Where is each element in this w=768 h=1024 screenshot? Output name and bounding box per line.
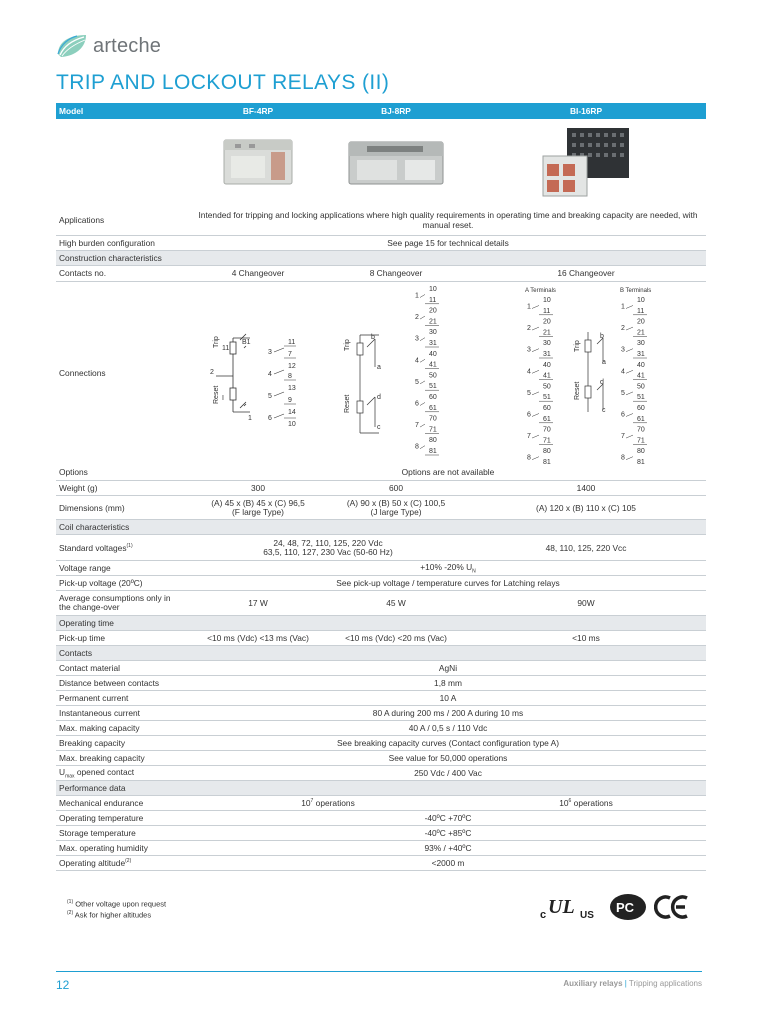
- terminal-number: 50: [543, 382, 551, 390]
- row-humidity: [56, 841, 706, 856]
- row-umax: [56, 766, 706, 781]
- brand-logo: [55, 31, 161, 61]
- header-bi: BI-16RP: [466, 103, 706, 119]
- value-distance: 1,8 mm: [190, 676, 706, 691]
- footer-section: Auxiliary relays | Tripping applications: [563, 979, 702, 988]
- section-label-contacts: Contacts: [56, 646, 706, 661]
- section-label-operating-time: Operating time: [56, 616, 706, 631]
- contact-group-number: 5: [621, 389, 625, 397]
- label-dimensions: Dimensions (mm): [56, 496, 190, 520]
- contact-switch-line: [626, 435, 633, 438]
- spec-table: [56, 103, 706, 871]
- terminal-number: 71: [429, 426, 437, 434]
- reset-label: Reset: [213, 385, 220, 404]
- bfbj-std-voltages: 24, 48, 72, 110, 125, 220 Vdc 63,5, 110, 127, 230 Vac (50-60 Hz): [190, 535, 466, 561]
- terminal-number: 41: [429, 361, 437, 369]
- label-breaking: Breaking capacity: [56, 736, 190, 751]
- row-voltage-range: [56, 561, 706, 576]
- b-terminals-label: B Terminals: [620, 287, 652, 294]
- section-contacts: [56, 646, 706, 661]
- value-umax: 250 Vdc / 400 Vac: [190, 766, 706, 781]
- row-std-voltages: [56, 535, 706, 561]
- contact-group-number: 8: [527, 454, 531, 462]
- label-making: Max. making capacity: [56, 721, 190, 736]
- terminal-number: 40: [637, 361, 645, 369]
- reset-label: Reset: [344, 394, 351, 413]
- bf-pin-1: 1: [248, 415, 252, 422]
- row-instantaneous: [56, 706, 706, 721]
- value-making: 40 A / 0,5 s / 110 Vdc: [190, 721, 706, 736]
- footnote-2: $^{(2)}$ Ask for higher altitudes: [67, 909, 152, 919]
- bi-trip-label: Trip: [574, 339, 581, 352]
- contact-group-number: 3: [621, 346, 625, 354]
- value-voltage-range: +10% -20% $U_N$: [190, 561, 706, 576]
- bi-reset-label: Reset: [574, 381, 581, 400]
- svg-text:c: c: [540, 909, 547, 921]
- row-material: [56, 661, 706, 676]
- row-consumption: [56, 591, 706, 616]
- bf-pickup-time: <10 ms (Vdc) <13 ms (Vac): [190, 631, 326, 646]
- contact-group-number: 1: [621, 302, 625, 310]
- terminal-number: 60: [543, 404, 551, 412]
- row-making: [56, 721, 706, 736]
- bj-weight: 600: [326, 481, 466, 496]
- terminal-number: 40: [543, 361, 551, 369]
- label-voltage-range: Voltage range: [56, 561, 190, 576]
- row-altitude: [56, 856, 706, 871]
- value-max-breaking: See value for 50,000 operations: [190, 751, 706, 766]
- label-contacts-no: Contacts no.: [56, 265, 190, 281]
- contact-switch-line: [626, 370, 633, 373]
- value-instantaneous: 80 A during 200 ms / 200 A during 10 ms: [190, 706, 706, 721]
- terminal-number: 30: [543, 339, 551, 347]
- footnote-1: $^{(1)}$ Other voltage upon request: [67, 899, 167, 909]
- row-options: [56, 465, 706, 481]
- gost-pct-icon: [608, 893, 648, 921]
- row-high-burden: [56, 235, 706, 250]
- contact-switch-line: [626, 327, 633, 330]
- svg-text:UL: UL: [548, 896, 575, 918]
- bi-dimensions: (A) 120 x (B) 110 x (C) 105: [466, 496, 706, 520]
- svg-text:13: 13: [288, 385, 296, 392]
- header-model: Model: [56, 103, 190, 119]
- terminal-number: 41: [543, 372, 551, 380]
- bi-std-voltages: 48, 110, 125, 220 Vcc: [466, 535, 706, 561]
- contact-group-number: 4: [415, 357, 419, 365]
- terminal-number: 81: [637, 458, 645, 465]
- contact-switch-line: [626, 305, 633, 308]
- section-label-coil: Coil characteristics: [56, 520, 706, 535]
- terminal-number: 10: [637, 296, 645, 304]
- label-options: Options: [56, 465, 190, 481]
- label-high-burden: High burden configuration: [56, 235, 190, 250]
- svg-text:c: c: [602, 406, 606, 414]
- certification-marks: [540, 893, 690, 921]
- contact-switch-line: [532, 391, 539, 394]
- section-coil: [56, 520, 706, 535]
- contact-switch-line: [420, 316, 425, 319]
- bi-a-contact-list: [527, 297, 553, 465]
- svg-text:b: b: [371, 334, 375, 341]
- terminal-number: 31: [429, 340, 437, 347]
- terminal-number: 20: [637, 318, 645, 326]
- value-altitude: <2000 m: [190, 856, 706, 871]
- row-max-breaking: [56, 751, 706, 766]
- svg-text:US: US: [580, 910, 594, 921]
- section-construction: [56, 250, 706, 265]
- contact-group-number: 7: [621, 432, 625, 440]
- value-permanent: 10 A: [190, 691, 706, 706]
- svg-text:7: 7: [288, 351, 292, 358]
- row-mechanical: [56, 796, 706, 811]
- row-contacts-no: [56, 265, 706, 281]
- terminal-number: 60: [429, 394, 437, 401]
- row-connections: [56, 281, 706, 465]
- bj-pickup-time: <10 ms (Vdc) <20 ms (Vac): [326, 631, 466, 646]
- terminal-number: 31: [543, 350, 551, 358]
- contact-switch-line: [420, 381, 425, 384]
- product-image-row: [56, 119, 706, 205]
- bf-contacts-no: 4 Changeover: [190, 265, 326, 281]
- label-altitude: Operating altitude$^{(2)}$: [56, 856, 190, 871]
- row-weight: [56, 481, 706, 496]
- label-distance: Distance between contacts: [56, 676, 190, 691]
- value-humidity: 93% / +40ºC: [190, 841, 706, 856]
- contact-group-number: 3: [415, 335, 419, 343]
- contact-switch-line: [532, 435, 539, 438]
- bj-dimensions: (A) 90 x (B) 50 x (C) 100,5 (J large Type): [326, 496, 466, 520]
- bf-contact-group-6: [268, 414, 296, 428]
- label-op-temp: Operating temperature: [56, 811, 190, 826]
- svg-text:5: 5: [268, 393, 272, 400]
- row-dimensions: [56, 496, 706, 520]
- terminal-number: 61: [543, 415, 551, 423]
- terminal-number: 10: [543, 296, 551, 304]
- bi-pickup-time: <10 ms: [466, 631, 706, 646]
- bf-weight: 300: [190, 481, 326, 496]
- label-humidity: Max. operating humidity: [56, 841, 190, 856]
- terminal-number: 51: [543, 393, 551, 401]
- bj-contact-list: [415, 286, 439, 455]
- contact-switch-line: [532, 348, 539, 351]
- contact-switch-line: [626, 456, 633, 459]
- svg-text:9: 9: [288, 397, 292, 404]
- terminal-number: 71: [543, 436, 551, 444]
- contact-switch-line: [626, 391, 633, 394]
- section-operating-time: [56, 616, 706, 631]
- bi-b-contact-list: [621, 297, 647, 465]
- trip-label: Trip: [344, 339, 351, 351]
- label-weight: Weight (g): [56, 481, 190, 496]
- contact-switch-line: [532, 305, 539, 308]
- bj-consumption: 45 W: [326, 591, 466, 616]
- bfbj-mechanical: $10^7$ operations: [190, 796, 466, 811]
- terminal-number: 40: [429, 350, 437, 358]
- contact-switch-line: [532, 413, 539, 416]
- value-op-temp: -40ºC +70ºC: [190, 811, 706, 826]
- contact-group-number: 6: [415, 400, 419, 408]
- bi-product-image: [466, 119, 706, 205]
- terminal-number: 21: [429, 318, 437, 326]
- bf-b1-label: B1: [242, 339, 251, 346]
- bf-contact-group-3: [268, 339, 296, 370]
- contact-group-number: 7: [415, 422, 419, 430]
- label-std-voltages: Standard voltages$^{(1)}$: [56, 535, 190, 561]
- bj-product-image: [326, 119, 466, 205]
- svg-text:a: a: [377, 364, 381, 371]
- bj-contacts-no: 8 Changeover: [326, 265, 466, 281]
- terminal-number: 30: [637, 339, 645, 347]
- value-material: AgNi: [190, 661, 706, 676]
- terminal-number: 51: [637, 393, 645, 401]
- terminal-number: 20: [543, 318, 551, 326]
- svg-text:8: 8: [288, 373, 292, 380]
- contact-group-number: 5: [415, 378, 419, 386]
- label-umax: $U_{max}$ opened contact: [56, 766, 190, 781]
- svg-text:d: d: [600, 378, 604, 386]
- terminal-number: 60: [637, 404, 645, 412]
- contact-switch-line: [626, 348, 633, 351]
- contact-group-number: 2: [415, 314, 419, 322]
- terminal-number: 70: [637, 426, 645, 434]
- terminal-number: 21: [543, 328, 551, 336]
- terminal-number: 20: [429, 307, 437, 315]
- bi-consumption: 90W: [466, 591, 706, 616]
- contact-group-number: 2: [527, 324, 531, 332]
- terminal-number: 70: [429, 415, 437, 423]
- bj-connection-diagram: [326, 281, 466, 465]
- contact-switch-line: [420, 402, 425, 405]
- svg-text:14: 14: [288, 409, 296, 416]
- ce-icon: [654, 893, 690, 921]
- terminal-number: 80: [429, 437, 437, 445]
- label-connections: Connections: [59, 368, 106, 378]
- contact-group-number: 7: [527, 432, 531, 440]
- bf-dimensions: (A) 45 x (B) 45 x (C) 96,5 (F large Type): [190, 496, 326, 520]
- bi-weight: 1400: [466, 481, 706, 496]
- svg-text:c: c: [377, 424, 381, 431]
- row-pickup-voltage: [56, 576, 706, 591]
- terminal-number: 50: [429, 372, 437, 380]
- bi-connection-diagram: [466, 281, 706, 465]
- value-high-burden: See page 15 for technical details: [190, 235, 706, 250]
- row-permanent: [56, 691, 706, 706]
- contact-switch-line: [420, 446, 425, 449]
- row-breaking: [56, 736, 706, 751]
- contact-switch-line: [420, 294, 425, 297]
- svg-text:b: b: [600, 332, 604, 340]
- svg-text:PC: PC: [616, 900, 635, 915]
- label-pickup-voltage: Pick-up voltage (20ºC): [56, 576, 190, 591]
- contact-group-number: 4: [621, 367, 625, 375]
- terminal-number: 41: [637, 372, 645, 380]
- footer-divider: [56, 971, 702, 972]
- bf-contact-group-4: [268, 370, 296, 392]
- contact-group-number: 5: [527, 389, 531, 397]
- svg-text:11: 11: [288, 339, 296, 346]
- terminal-number: 30: [429, 329, 437, 337]
- contact-group-number: 4: [527, 367, 531, 375]
- footnotes: [67, 898, 166, 919]
- row-op-temp: [56, 811, 706, 826]
- terminal-number: 21: [637, 328, 645, 336]
- contact-group-number: 6: [527, 410, 531, 418]
- terminal-number: 81: [429, 448, 437, 455]
- terminal-number: 50: [637, 382, 645, 390]
- terminal-number: 61: [637, 415, 645, 423]
- contact-group-number: 2: [621, 324, 625, 332]
- svg-text:a: a: [602, 358, 606, 366]
- row-distance: [56, 676, 706, 691]
- svg-text:12: 12: [288, 363, 296, 370]
- contact-switch-line: [626, 413, 633, 416]
- value-breaking: See breaking capacity curves (Contact configuration type A): [190, 736, 706, 751]
- label-pickup-time: Pick-up time: [56, 631, 190, 646]
- contact-group-number: 8: [415, 443, 419, 451]
- page-title: TRIP AND LOCKOUT RELAYS (II): [56, 71, 390, 94]
- section-label-construction: Construction characteristics: [56, 250, 706, 265]
- value-options: Options are not available: [190, 465, 706, 481]
- bf-connection-diagram: [190, 281, 326, 465]
- svg-text:3: 3: [268, 349, 272, 356]
- contact-switch-line: [420, 424, 425, 427]
- label-storage-temp: Storage temperature: [56, 826, 190, 841]
- label-consumption: Average consumptions only in the change-over: [56, 591, 190, 616]
- label-material: Contact material: [56, 661, 190, 676]
- section-label-performance: Performance data: [56, 781, 706, 796]
- terminal-number: 11: [543, 307, 551, 315]
- row-storage-temp: [56, 826, 706, 841]
- row-pickup-time: [56, 631, 706, 646]
- bi-contacts-no: 16 Changeover: [466, 265, 706, 281]
- terminal-number: 61: [429, 404, 437, 412]
- contact-group-number: 6: [621, 410, 625, 418]
- bf-product-image: [190, 119, 326, 205]
- terminal-number: 81: [543, 458, 551, 465]
- contact-switch-line: [532, 370, 539, 373]
- page-number: 12: [56, 978, 70, 992]
- label-max-breaking: Max. breaking capacity: [56, 751, 190, 766]
- bf-coil-bot-label: I: [222, 395, 224, 402]
- table-header-row: [56, 103, 706, 119]
- terminal-number: 80: [543, 447, 551, 455]
- svg-text:6: 6: [268, 415, 272, 422]
- header-bf: BF-4RP: [190, 103, 326, 119]
- label-mechanical: Mechanical endurance: [56, 796, 190, 811]
- terminal-number: 70: [543, 426, 551, 434]
- contact-switch-line: [420, 359, 425, 362]
- value-applications: Intended for tripping and locking applications where high quality requirements in operating time and breaking capacity are needed, with manual reset.: [190, 205, 706, 235]
- bf-consumption: 17 W: [190, 591, 326, 616]
- header-bj: BJ-8RP: [326, 103, 466, 119]
- contact-switch-line: [420, 338, 425, 341]
- terminal-number: 31: [637, 350, 645, 358]
- a-terminals-label: A Terminals: [525, 287, 556, 294]
- contact-group-number: 1: [415, 292, 419, 300]
- contact-group-number: 8: [621, 454, 625, 462]
- bf-contact-group-5: [268, 392, 296, 416]
- terminal-number: 11: [429, 296, 437, 304]
- bi-mechanical: $10^6$ operations: [466, 796, 706, 811]
- terminal-number: 11: [637, 307, 645, 315]
- brand-name: arteche: [93, 34, 162, 57]
- bf-coil-top-label: 11: [222, 345, 230, 352]
- section-performance: [56, 781, 706, 796]
- trip-label: Trip: [213, 336, 220, 348]
- row-applications: [56, 205, 706, 235]
- contact-group-number: 1: [527, 302, 531, 310]
- contact-group-number: 3: [527, 346, 531, 354]
- contact-switch-line: [532, 456, 539, 459]
- terminal-number: 80: [637, 447, 645, 455]
- value-storage-temp: -40ºC +85ºC: [190, 826, 706, 841]
- arteche-leaf-icon: [55, 32, 89, 60]
- terminal-number: 10: [429, 286, 437, 293]
- bf-pin-2: 2: [210, 369, 214, 376]
- svg-text:d: d: [377, 394, 381, 401]
- svg-text:4: 4: [268, 371, 272, 378]
- label-instantaneous: Instantaneous current: [56, 706, 190, 721]
- svg-text:10: 10: [288, 421, 296, 428]
- label-permanent: Permanent current: [56, 691, 190, 706]
- value-pickup-voltage: See pick-up voltage / temperature curves for Latching relays: [190, 576, 706, 591]
- terminal-number: 51: [429, 383, 437, 391]
- label-applications: Applications: [56, 205, 190, 235]
- c-ul-us-icon: [540, 893, 602, 921]
- contact-switch-line: [532, 327, 539, 330]
- terminal-number: 71: [637, 436, 645, 444]
